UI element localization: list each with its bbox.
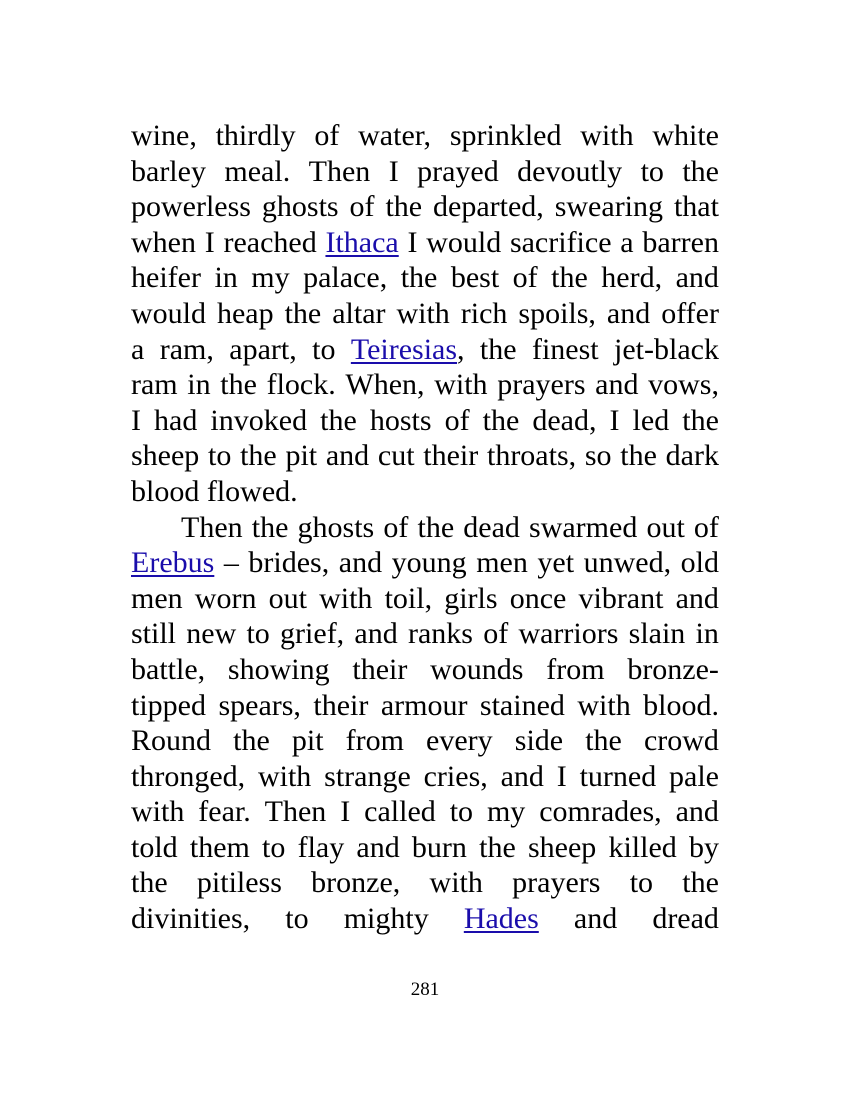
word: powerless bbox=[131, 190, 251, 224]
word: I bbox=[204, 225, 215, 259]
word: every bbox=[426, 724, 493, 758]
word: would bbox=[131, 296, 206, 330]
text-line bbox=[131, 296, 719, 332]
word: sheep bbox=[131, 439, 200, 473]
text-line bbox=[131, 830, 719, 866]
text-line bbox=[131, 759, 719, 795]
word: side bbox=[514, 724, 564, 758]
word: pit bbox=[291, 724, 324, 758]
word: Then bbox=[264, 795, 327, 829]
word: that bbox=[673, 190, 719, 224]
text-line bbox=[131, 367, 719, 403]
text-line bbox=[131, 901, 719, 937]
word: of bbox=[349, 190, 375, 224]
linked-word bbox=[325, 225, 398, 261]
word: ghosts bbox=[261, 190, 339, 224]
word: the bbox=[251, 510, 289, 544]
word: in bbox=[695, 617, 719, 651]
word: to bbox=[640, 154, 664, 188]
word: barren bbox=[642, 225, 719, 259]
word: with bbox=[580, 119, 634, 152]
word: grief, bbox=[280, 617, 345, 651]
word: rich bbox=[460, 296, 508, 330]
text-line bbox=[131, 332, 719, 368]
word: to bbox=[312, 332, 336, 366]
word: so bbox=[584, 439, 612, 473]
word: When, bbox=[345, 368, 425, 402]
paragraph bbox=[131, 118, 719, 510]
text-line bbox=[131, 474, 719, 510]
word: men bbox=[476, 546, 528, 580]
word: armour bbox=[380, 688, 468, 722]
word: pale bbox=[669, 759, 719, 793]
word: new bbox=[186, 617, 237, 651]
word: the bbox=[479, 332, 517, 366]
word: called bbox=[364, 795, 436, 829]
word: thirdly bbox=[215, 119, 296, 152]
word: bronze- bbox=[627, 652, 719, 686]
word: with bbox=[577, 688, 631, 722]
word: best bbox=[450, 261, 500, 295]
word: the bbox=[385, 190, 423, 224]
word: the bbox=[233, 724, 270, 758]
text-line bbox=[131, 616, 719, 652]
word: of bbox=[693, 510, 719, 544]
word: the bbox=[482, 403, 520, 437]
word: the bbox=[620, 439, 657, 473]
word: dark bbox=[665, 439, 719, 473]
word: of bbox=[444, 403, 470, 437]
word: dead, bbox=[532, 403, 597, 437]
word: blood. bbox=[643, 688, 719, 722]
word: battle, bbox=[131, 652, 206, 686]
word: cries, bbox=[423, 759, 488, 793]
word: unwed, bbox=[583, 546, 672, 580]
word: stained bbox=[479, 688, 565, 722]
word: in bbox=[187, 368, 211, 402]
word: I bbox=[556, 759, 567, 793]
word: of bbox=[483, 617, 509, 651]
word: devoutly bbox=[517, 154, 623, 188]
word: would bbox=[426, 225, 502, 259]
word: once bbox=[509, 581, 567, 615]
word: with bbox=[319, 581, 373, 615]
word: young bbox=[391, 546, 467, 580]
word: ranks bbox=[407, 617, 473, 651]
word: heap bbox=[216, 296, 274, 330]
word: the bbox=[682, 403, 719, 437]
word: swarmed bbox=[529, 510, 638, 544]
paragraph bbox=[131, 510, 719, 937]
text-line bbox=[131, 189, 719, 225]
word: white bbox=[652, 119, 719, 152]
word: fear. bbox=[198, 795, 251, 829]
word: ram bbox=[131, 368, 178, 402]
word: a bbox=[131, 332, 145, 366]
word: cut bbox=[377, 439, 415, 473]
word: their bbox=[423, 439, 479, 473]
word: turned bbox=[579, 759, 657, 793]
word: told bbox=[131, 830, 178, 864]
text-line bbox=[131, 723, 719, 759]
word: pit bbox=[285, 439, 318, 473]
word: ram, bbox=[159, 332, 214, 366]
word: barley bbox=[131, 154, 206, 188]
word: tipped bbox=[131, 688, 206, 722]
word: I bbox=[609, 403, 620, 437]
text-line bbox=[131, 154, 719, 190]
word: wounds bbox=[430, 652, 524, 686]
link-ithaca[interactable]: Ithaca bbox=[325, 225, 399, 259]
word: had bbox=[154, 403, 198, 437]
word: ghosts bbox=[297, 510, 375, 544]
word: wine, bbox=[131, 119, 197, 152]
word: the bbox=[284, 296, 322, 330]
word: prayed bbox=[417, 154, 499, 188]
word: slain bbox=[628, 617, 686, 651]
word: their bbox=[352, 652, 408, 686]
word: spears, bbox=[218, 688, 301, 722]
word: water, bbox=[358, 119, 432, 152]
word: from bbox=[546, 652, 605, 686]
word: Then bbox=[308, 154, 371, 188]
word: dead bbox=[463, 510, 520, 544]
word: I bbox=[340, 795, 351, 829]
word: my bbox=[486, 795, 526, 829]
word: pitiless bbox=[196, 866, 282, 900]
word: Then bbox=[181, 510, 243, 544]
text-line bbox=[131, 403, 719, 439]
word: sacrifice bbox=[509, 225, 612, 259]
word: and bbox=[675, 261, 719, 295]
word: swearing bbox=[554, 190, 664, 224]
word: out bbox=[268, 581, 307, 615]
word: sheep bbox=[527, 830, 597, 864]
word: and bbox=[325, 439, 370, 473]
word: by bbox=[688, 830, 719, 864]
word: vows, bbox=[648, 368, 719, 402]
word: the bbox=[131, 866, 168, 900]
word: with bbox=[434, 368, 488, 402]
word: and bbox=[573, 902, 618, 936]
text-line bbox=[131, 260, 719, 296]
word: their bbox=[313, 688, 369, 722]
word: and bbox=[338, 546, 383, 580]
link-teiresias[interactable]: Teiresias bbox=[350, 332, 458, 366]
word: heifer bbox=[131, 261, 201, 295]
text-line bbox=[131, 118, 719, 154]
word: warriors bbox=[518, 617, 619, 651]
word: worn bbox=[194, 581, 257, 615]
word: mighty bbox=[343, 902, 429, 936]
word: Round bbox=[131, 724, 212, 758]
word: throats, bbox=[486, 439, 577, 473]
word: and bbox=[356, 830, 400, 864]
word: led bbox=[632, 403, 670, 437]
word: the bbox=[551, 261, 588, 295]
word: and bbox=[675, 581, 719, 615]
word: prayers bbox=[497, 368, 586, 402]
text-line bbox=[131, 225, 719, 261]
word: to bbox=[262, 830, 286, 864]
word: I bbox=[131, 403, 141, 437]
word: with bbox=[396, 296, 450, 330]
text-line bbox=[131, 865, 719, 901]
link-erebus[interactable]: Erebus bbox=[131, 546, 215, 580]
linked-word bbox=[351, 332, 465, 368]
word: departed, bbox=[433, 190, 544, 224]
word: burn bbox=[411, 830, 467, 864]
word: with bbox=[131, 795, 185, 829]
word: killed bbox=[608, 830, 677, 864]
word: blood bbox=[131, 474, 200, 508]
word: brides, bbox=[248, 546, 330, 580]
word: the bbox=[682, 154, 719, 188]
word: them bbox=[189, 830, 250, 864]
word: flay bbox=[297, 830, 345, 864]
word: the bbox=[320, 403, 357, 437]
word: with bbox=[257, 759, 312, 793]
word: out bbox=[646, 510, 685, 544]
word: in bbox=[214, 261, 238, 295]
word: herd, bbox=[601, 261, 663, 295]
word: meal. bbox=[224, 154, 291, 188]
word: of bbox=[512, 261, 538, 295]
punctuation: , bbox=[457, 332, 465, 366]
word: my bbox=[251, 261, 290, 295]
word: to bbox=[449, 795, 474, 829]
word: and bbox=[500, 759, 544, 793]
word: old bbox=[680, 546, 719, 580]
word: offer bbox=[661, 296, 719, 330]
word: jet-black bbox=[614, 332, 719, 366]
word: girls bbox=[444, 581, 498, 615]
text-line bbox=[131, 581, 719, 617]
word: the bbox=[479, 830, 516, 864]
text-line bbox=[131, 510, 719, 546]
word: still bbox=[131, 617, 177, 651]
word: of bbox=[383, 510, 409, 544]
linked-word bbox=[131, 545, 214, 581]
word: when bbox=[131, 225, 196, 259]
word: finest bbox=[531, 332, 599, 366]
word: with bbox=[429, 866, 483, 900]
word: and bbox=[606, 296, 651, 330]
word: of bbox=[314, 119, 340, 152]
word: and bbox=[675, 795, 719, 829]
word: apart, bbox=[229, 332, 297, 366]
word: hosts bbox=[369, 403, 432, 437]
word: the bbox=[400, 261, 438, 295]
word: to bbox=[246, 617, 270, 651]
word: strange bbox=[324, 759, 411, 793]
word: the bbox=[417, 510, 455, 544]
word: reached bbox=[223, 225, 317, 259]
link-hades[interactable]: Hades bbox=[463, 902, 539, 936]
word: sprinkled bbox=[449, 119, 562, 152]
word: the bbox=[585, 724, 622, 758]
word: yet bbox=[537, 546, 575, 580]
word: men bbox=[131, 581, 183, 615]
word: bronze, bbox=[311, 866, 401, 900]
word: palace, bbox=[303, 261, 388, 295]
word: vibrant bbox=[578, 581, 664, 615]
word: to bbox=[208, 439, 232, 473]
text-line bbox=[131, 688, 719, 724]
word: and bbox=[595, 368, 639, 402]
word: the bbox=[682, 866, 719, 900]
word: crowd bbox=[643, 724, 719, 758]
word: flock. bbox=[266, 368, 336, 402]
word: a bbox=[620, 225, 634, 259]
body-text bbox=[131, 118, 719, 937]
word: altar bbox=[332, 296, 386, 330]
word: thronged, bbox=[131, 759, 246, 793]
word: – bbox=[223, 546, 239, 580]
page-number: 281 bbox=[410, 979, 440, 1000]
text-line bbox=[131, 438, 719, 474]
word: divinities, bbox=[131, 902, 251, 936]
word: from bbox=[345, 724, 404, 758]
word: flowed. bbox=[206, 474, 298, 508]
word: and bbox=[354, 617, 398, 651]
word: the bbox=[240, 439, 277, 473]
text-line bbox=[131, 652, 719, 688]
word: showing bbox=[227, 652, 330, 686]
word: I bbox=[407, 225, 418, 259]
word: comrades, bbox=[539, 795, 662, 829]
word: dread bbox=[652, 902, 719, 936]
word: invoked bbox=[210, 403, 308, 437]
word: to bbox=[285, 902, 309, 936]
word: spoils, bbox=[518, 296, 596, 330]
text-line bbox=[131, 545, 719, 581]
text-line bbox=[131, 794, 719, 830]
word: the bbox=[220, 368, 257, 402]
linked-word bbox=[464, 901, 539, 937]
word: prayers bbox=[512, 866, 601, 900]
word: to bbox=[629, 866, 654, 900]
word: toil, bbox=[384, 581, 433, 615]
word: I bbox=[388, 154, 399, 188]
